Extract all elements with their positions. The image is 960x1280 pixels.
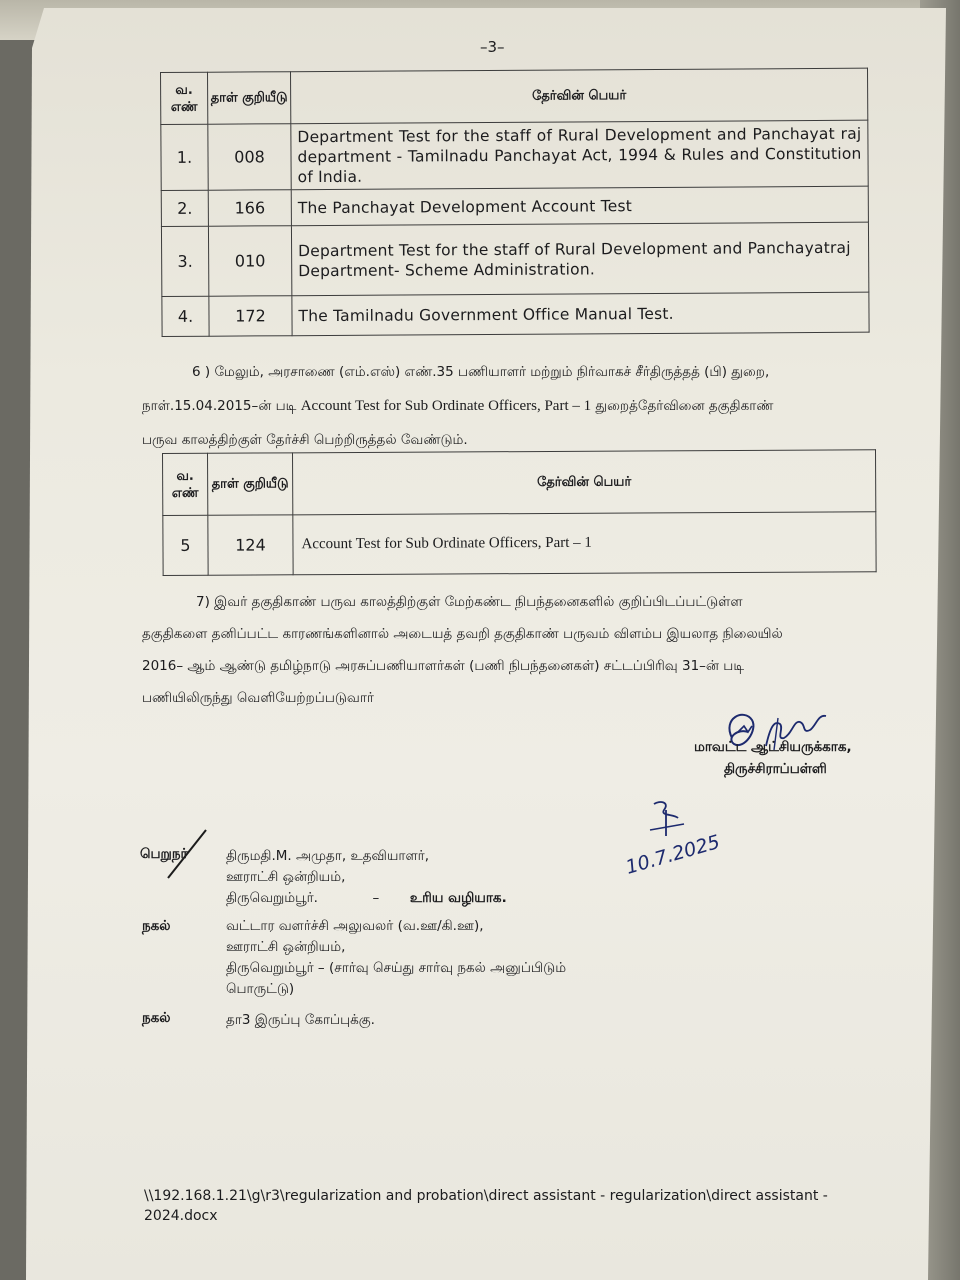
exam-table-1 [160, 68, 870, 337]
exam-name: The Panchayat Development Account Test [291, 186, 868, 226]
page-number: –3– [480, 38, 505, 56]
table-row [162, 292, 869, 336]
para7-line3: 2016– ஆம் ஆண்டு தமிழ்நாடு அரசுப்பணியாளர்கள் (பணி நிபந்தனைகள்) சட்டப்பிரிவு 31–ன் படி [142, 658, 745, 674]
para6-line3: பருவ காலத்திற்குள் தேர்ச்சி பெற்றிருத்தல் வேண்டும். [142, 432, 468, 448]
recipient-place-row [226, 888, 507, 909]
signature-block [694, 736, 852, 780]
para7-line4: பணியிலிருந்து வெளியேற்றப்படுவார் [142, 690, 374, 706]
copy2-line1: தா3 இருப்பு கோப்புக்கு. [226, 1012, 375, 1028]
recipient-strike-mark [162, 826, 212, 882]
para6-line1: 6 ) மேலும், அரசாணை (எம்.எஸ்) எண்.35 பணியாளர் மற்றும் நிர்வாகச் சீர்திருத்தத் (பி) துறை, [192, 364, 770, 380]
para6-test-name: Account Test for Sub Ordinate Officers, Part – 1 [300, 398, 592, 414]
exam-name: Department Test for the staff of Rural Development and Panchayatraj Department- Scheme Administration. [291, 222, 868, 296]
serial-number: 3. [161, 226, 208, 296]
para6-order-ref: நாள்.15.04.2015–ன் படி [142, 398, 297, 414]
signatory-place: திருச்சிராப்பள்ளி [724, 761, 827, 777]
serial-number: 5 [163, 515, 208, 575]
copy1-line3: திருவெறும்பூர் – (சார்வு செய்து சார்வு நகல் அனுப்பிடும் [226, 960, 567, 976]
para7-line2: தகுதிகளை தனிப்பட்ட காரணங்களினால் அடையத் தவறி தகுதிகாண் பருவம் விளம்ப இயலாத நிலையில் [142, 626, 783, 642]
table-row [163, 512, 876, 576]
header-exam-name: தேர்வின் பெயர் [291, 68, 868, 124]
serial-number: 2. [161, 190, 208, 226]
header-paper-code: தாள் குறியீடு [208, 453, 293, 515]
exam-table-2 [162, 449, 877, 576]
para6-dept-test: துறைத்தேர்வினை தகுதிகாண் [595, 398, 774, 414]
file-path-footer: \\192.168.1.21\g\r3\regularization and probation\direct assistant - regularization\direct assistant - 2024.docx [144, 1188, 828, 1224]
header-serial: வ. எண் [161, 72, 208, 124]
para7-line1: 7) இவர் தகுதிகாண் பருவ காலத்திற்குள் மேற்கண்ட நிபந்தனைகளில் குறிப்பிடப்பட்டுள்ள [196, 594, 743, 610]
table-row [161, 186, 868, 226]
handwritten-date-stamp [620, 796, 740, 886]
paper-code: 166 [208, 190, 291, 227]
header-paper-code: தாள் குறியீடு [208, 72, 291, 125]
copy1-line4: பொருட்டு) [226, 981, 295, 997]
header-exam-name: தேர்வின் பெயர் [293, 450, 876, 515]
recipient-office: ஊராட்சி ஒன்றியம், [226, 869, 346, 885]
copy1-label: நகல் [142, 918, 171, 934]
recipient-place: திருவெறும்பூர். [226, 890, 318, 906]
serial-number: 4. [162, 296, 209, 336]
paper-code: 124 [208, 515, 293, 575]
signatory-title: மாவட்ட ஆட்சியருக்காக, [694, 739, 852, 755]
paper-code: 008 [208, 124, 291, 191]
table-row [161, 120, 868, 190]
recipient-via: உரிய வழியாக. [409, 890, 507, 906]
copy1-address [226, 916, 566, 1000]
exam-name: Department Test for the staff of Rural Development and Panchayat raj department - Tamilnadu Panchayat Act, 1994 & Rules and Constitution of India. [291, 120, 868, 190]
header-serial: வ. எண் [163, 453, 208, 515]
copy1-line2: ஊராட்சி ஒன்றியம், [226, 939, 346, 955]
recipient-name: திருமதி.M. அமுதா, உதவியாளர், [226, 848, 429, 864]
exam-name: Account Test for Sub Ordinate Officers, Part – 1 [293, 512, 876, 575]
para6-line2 [142, 396, 773, 416]
handwritten-date: 10.7.2025 [623, 831, 723, 879]
recipient-address [226, 846, 507, 909]
exam-name: The Tamilnadu Government Office Manual Test. [292, 292, 869, 336]
copy2-label: நகல் [142, 1010, 171, 1026]
recipient-label: பெறுநர் [140, 846, 188, 862]
serial-number: 1. [161, 124, 208, 190]
recipient-dash: – [372, 890, 380, 906]
paper-code: 010 [208, 226, 291, 297]
table-row [161, 222, 868, 296]
copy1-line1: வட்டார வளர்ச்சி அலுவலர் (வ.ஊ/கி.ஊ), [226, 918, 484, 934]
paper-code: 172 [209, 296, 292, 337]
